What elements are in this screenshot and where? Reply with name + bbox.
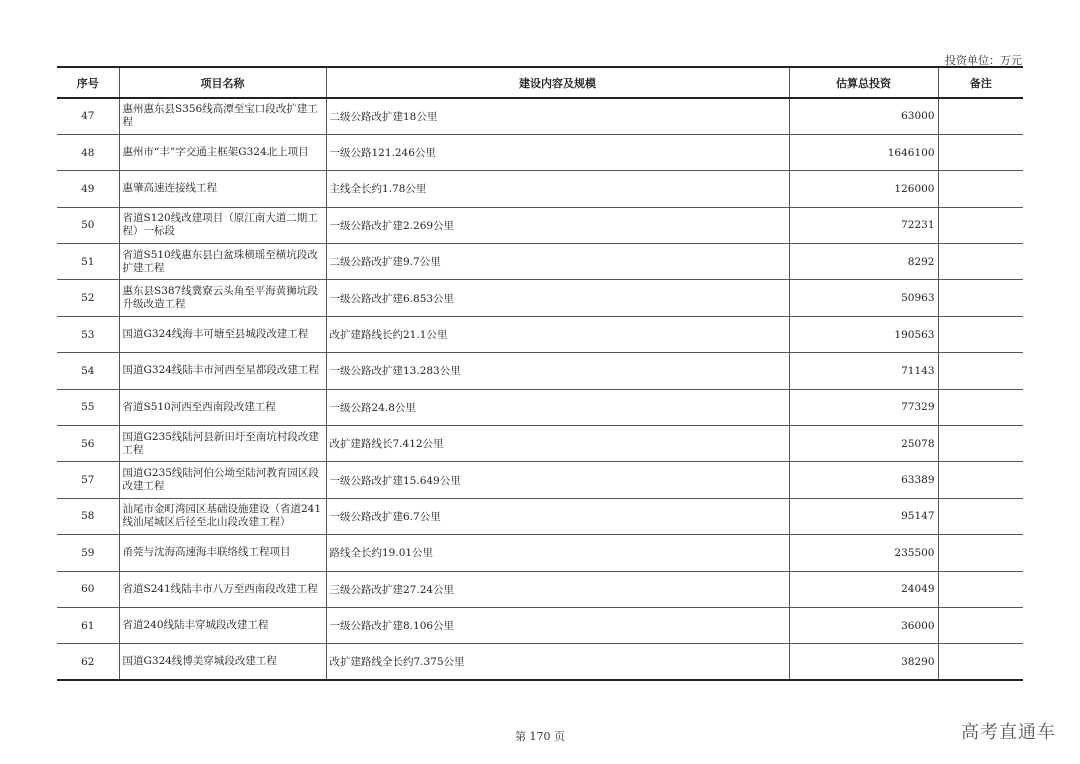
cell-seq: 50	[57, 207, 119, 243]
cell-investment: 71143	[789, 353, 938, 389]
table-row	[57, 498, 1023, 534]
cell-seq: 54	[57, 353, 119, 389]
cell-scope: 路线全长约19.01公里	[326, 535, 789, 571]
cell-note	[938, 280, 1023, 316]
cell-scope: 二级公路改扩建9.7公里	[326, 244, 789, 280]
cell-investment: 63000	[789, 98, 938, 134]
cell-investment: 190563	[789, 316, 938, 352]
cell-project-name: 惠州惠东县S356线高潭至宝口段改扩建工程	[119, 98, 326, 134]
header-seq: 序号	[57, 67, 119, 98]
table-row	[57, 353, 1023, 389]
cell-note	[938, 389, 1023, 425]
cell-project-name: 省道S510河西至西南段改建工程	[119, 389, 326, 425]
cell-note	[938, 134, 1023, 170]
table-row	[57, 607, 1023, 643]
cell-note	[938, 498, 1023, 534]
table-row	[57, 244, 1023, 280]
table-row	[57, 280, 1023, 316]
cell-project-name: 国道G324线海丰可塘至县城段改建工程	[119, 316, 326, 352]
cell-note	[938, 462, 1023, 498]
cell-scope: 一级公路24.8公里	[326, 389, 789, 425]
cell-note	[938, 353, 1023, 389]
cell-note	[938, 644, 1023, 680]
table-body	[57, 98, 1023, 680]
cell-project-name: 省道240线陆丰穿城段改建工程	[119, 607, 326, 643]
table-row	[57, 571, 1023, 607]
table-row	[57, 207, 1023, 243]
cell-note	[938, 316, 1023, 352]
cell-scope: 一级公路121.246公里	[326, 134, 789, 170]
cell-project-name: 惠肇高速连接线工程	[119, 171, 326, 207]
table-row	[57, 426, 1023, 462]
header-scope: 建设内容及规模	[326, 67, 789, 98]
table-header	[57, 67, 1023, 98]
header-row	[57, 67, 1023, 98]
cell-project-name: 甬莞与沈海高速海丰联络线工程项目	[119, 535, 326, 571]
cell-project-name: 国道G235线陆河县新田圩至南坑村段改建工程	[119, 426, 326, 462]
cell-project-name: 国道G235线陆河伯公坳至陆河教育园区段改建工程	[119, 462, 326, 498]
cell-scope: 一级公路改扩建6.7公里	[326, 498, 789, 534]
cell-investment: 38290	[789, 644, 938, 680]
table-row	[57, 171, 1023, 207]
cell-note	[938, 571, 1023, 607]
cell-seq: 53	[57, 316, 119, 352]
cell-project-name: 惠州市“丰”字交通主框架G324北上项目	[119, 134, 326, 170]
cell-seq: 60	[57, 571, 119, 607]
table-row	[57, 316, 1023, 352]
cell-investment: 235500	[789, 535, 938, 571]
table-row	[57, 644, 1023, 680]
cell-note	[938, 244, 1023, 280]
investment-unit-note: 投资单位：万元	[945, 54, 1022, 67]
table-row	[57, 134, 1023, 170]
cell-investment: 25078	[789, 426, 938, 462]
table-row	[57, 98, 1023, 134]
cell-note	[938, 426, 1023, 462]
cell-seq: 58	[57, 498, 119, 534]
cell-project-name: 省道S120线改建项目（原江南大道二期工程）一标段	[119, 207, 326, 243]
cell-investment: 72231	[789, 207, 938, 243]
cell-project-name: 惠东县S387线冀寮云头角至平海黄狮坑段升级改造工程	[119, 280, 326, 316]
cell-project-name: 省道S510线惠东县白盆珠横瑶至横坑段改扩建工程	[119, 244, 326, 280]
header-note: 备注	[938, 67, 1023, 98]
cell-note	[938, 171, 1023, 207]
cell-project-name: 国道G324线博美穿城段改建工程	[119, 644, 326, 680]
cell-investment: 50963	[789, 280, 938, 316]
cell-investment: 36000	[789, 607, 938, 643]
cell-scope: 一级公路改扩建13.283公里	[326, 353, 789, 389]
table-row	[57, 535, 1023, 571]
cell-investment: 126000	[789, 171, 938, 207]
table-row	[57, 389, 1023, 425]
cell-note	[938, 207, 1023, 243]
project-table	[57, 66, 1023, 681]
cell-scope: 改扩建路线长约21.1公里	[326, 316, 789, 352]
cell-project-name: 省道S241线陆丰市八万至西南段改建工程	[119, 571, 326, 607]
cell-scope: 一级公路改扩建8.106公里	[326, 607, 789, 643]
cell-note	[938, 607, 1023, 643]
cell-seq: 47	[57, 98, 119, 134]
cell-note	[938, 535, 1023, 571]
cell-scope: 三级公路改扩建27.24公里	[326, 571, 789, 607]
cell-investment: 1646100	[789, 134, 938, 170]
cell-investment: 77329	[789, 389, 938, 425]
cell-seq: 62	[57, 644, 119, 680]
header-investment: 估算总投资	[789, 67, 938, 98]
cell-scope: 一级公路改扩建2.269公里	[326, 207, 789, 243]
cell-scope: 主线全长约1.78公里	[326, 171, 789, 207]
cell-scope: 一级公路改扩建15.649公里	[326, 462, 789, 498]
cell-note	[938, 98, 1023, 134]
cell-seq: 51	[57, 244, 119, 280]
cell-project-name: 国道G324线陆丰市河西至星都段改建工程	[119, 353, 326, 389]
cell-seq: 55	[57, 389, 119, 425]
cell-scope: 二级公路改扩建18公里	[326, 98, 789, 134]
cell-seq: 56	[57, 426, 119, 462]
cell-seq: 57	[57, 462, 119, 498]
watermark-text: 高考直通车	[961, 722, 1056, 743]
cell-investment: 95147	[789, 498, 938, 534]
cell-investment: 8292	[789, 244, 938, 280]
table-row	[57, 462, 1023, 498]
cell-seq: 49	[57, 171, 119, 207]
header-project-name: 项目名称	[119, 67, 326, 98]
page-number: 第 170 页	[515, 730, 565, 743]
cell-seq: 52	[57, 280, 119, 316]
cell-scope: 改扩建路线全长约7.375公里	[326, 644, 789, 680]
cell-scope: 改扩建路线长7.412公里	[326, 426, 789, 462]
cell-project-name: 汕尾市金町湾园区基础设施建设（省道241线汕尾城区后径至北山段改建工程）	[119, 498, 326, 534]
cell-seq: 61	[57, 607, 119, 643]
cell-investment: 63389	[789, 462, 938, 498]
cell-scope: 一级公路改扩建6.853公里	[326, 280, 789, 316]
cell-investment: 24049	[789, 571, 938, 607]
cell-seq: 59	[57, 535, 119, 571]
cell-seq: 48	[57, 134, 119, 170]
